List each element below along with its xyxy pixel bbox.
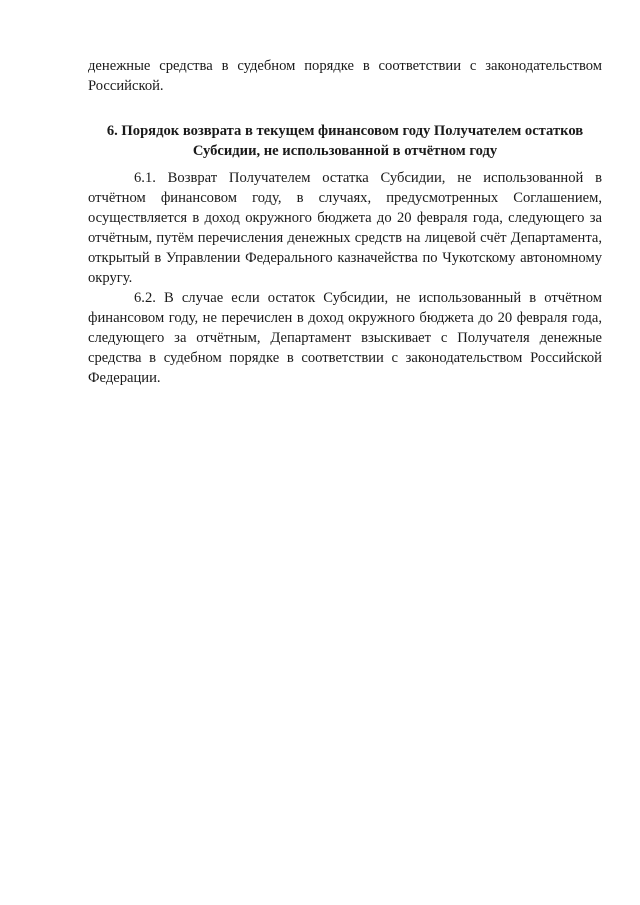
paragraph-6-2: 6.2. В случае если остаток Субсидии, не использованный в отчётном финансовом году, не перечислен в доход окружного бюджета до 20 февраля года, следующего за отчётным, Департамент взыскивает с Получателя денежные средства в судебном порядке в соответствии с законодательством Российской Федерации. (88, 290, 602, 386)
section-heading-line-2: Субсидии, не использованной в отчётном году (192, 143, 498, 159)
document-page (88, 56, 602, 388)
section-heading (88, 121, 602, 161)
carryover-paragraph: денежные средства в судебном порядке в соответствии с законодательством Российской. (88, 58, 602, 94)
section-heading-line-1: 6. Порядок возврата в текущем финансовом году Получателем остатков (106, 123, 584, 139)
paragraph-6-1: 6.1. Возврат Получателем остатка Субсидии, не использованной в отчётном финансовом году, в случаях, предусмотренных Соглашением, осуществляется в доход окружного бюджета до 20 февраля года, следующего за отчётным, путём перечисления денежных средств на лицевой счёт Департамента, открытый в Управлении Федерального казначейства по Чукотскому автономному округу. (88, 170, 602, 286)
